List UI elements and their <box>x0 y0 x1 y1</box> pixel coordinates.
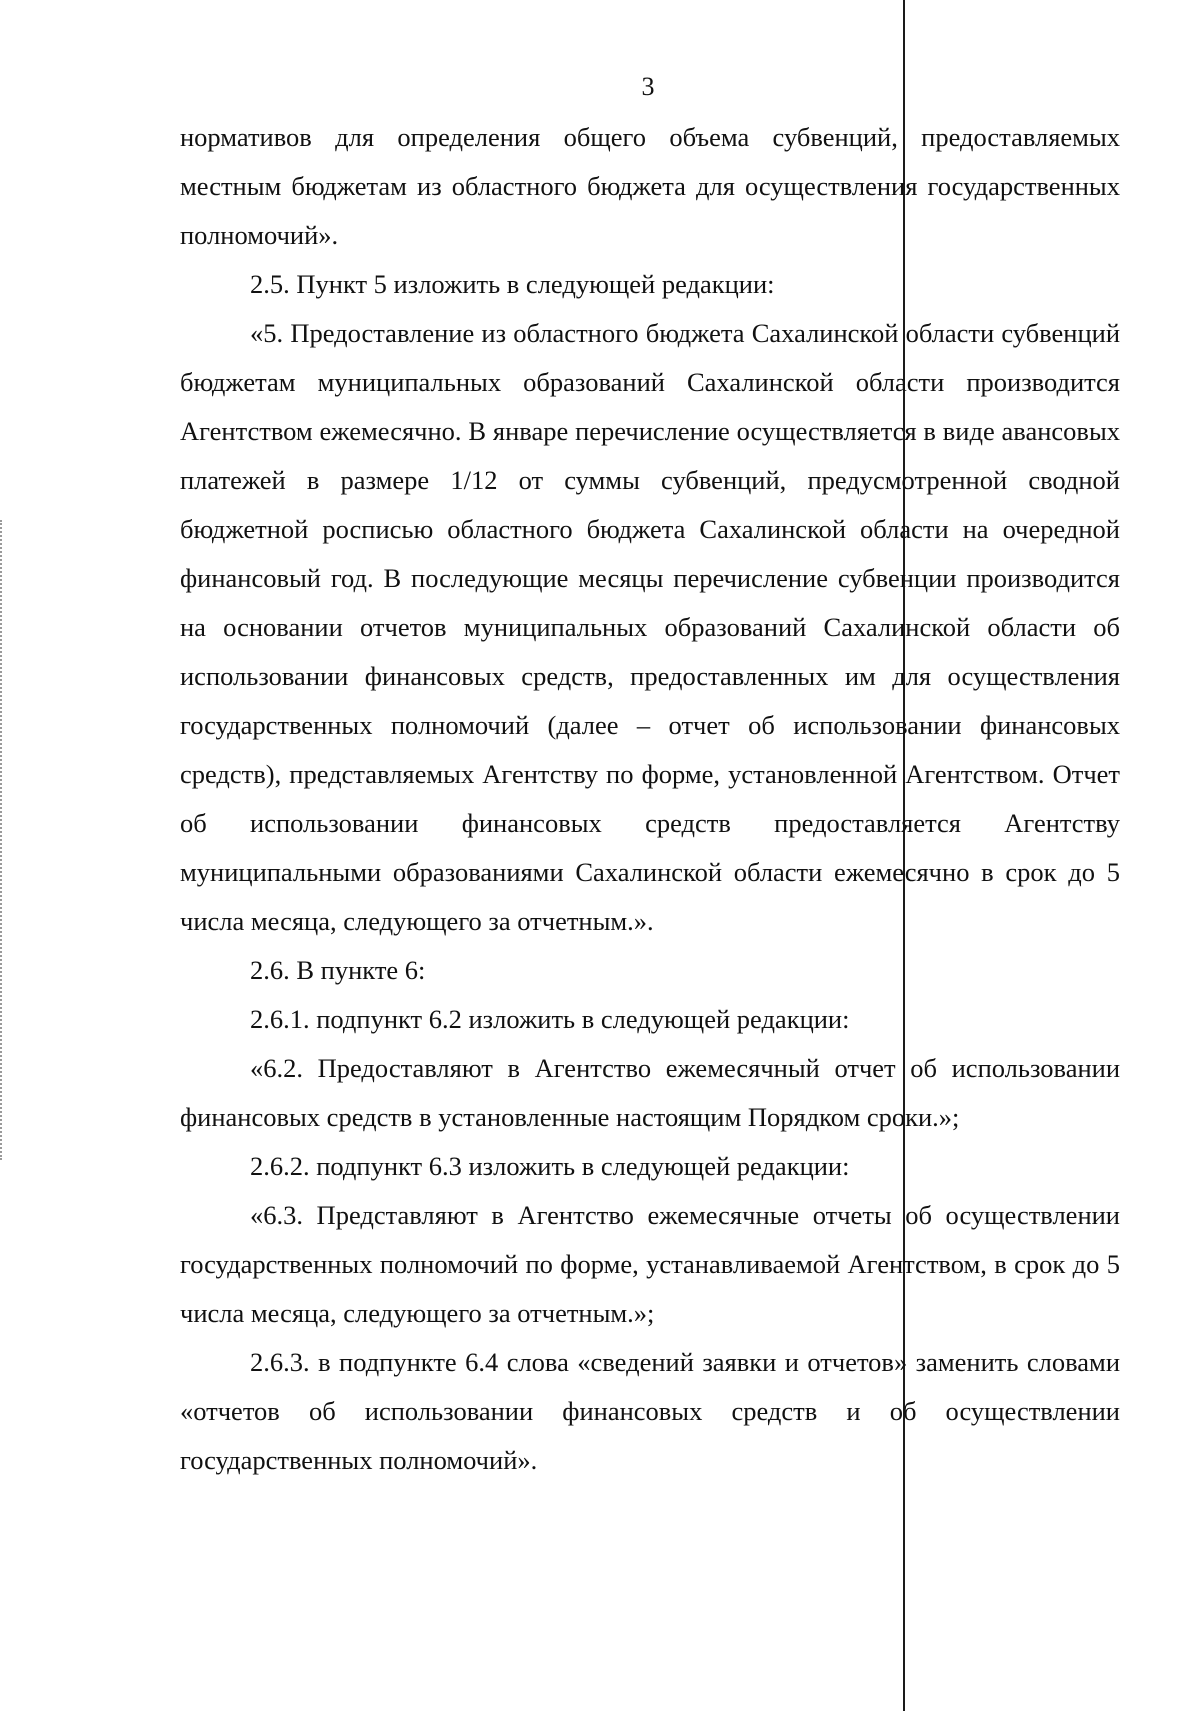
document-body <box>180 113 1120 1485</box>
paragraph-item-6-2-text: «6.2. Предоставляют в Агентство ежемесячный отчет об использовании финансовых средств в установленные настоящим Порядком сроки.»; <box>180 1053 1120 1132</box>
paragraph-item-6-3-text: «6.3. Представляют в Агентство ежемесячные отчеты об осуществлении государственных полномочий по форме, устанавливаемой Агентством, в срок до 5 числа месяца, следующего за отчетным.»; <box>180 1200 1120 1328</box>
paragraph-item-5-text: «5. Предоставление из областного бюджета Сахалинской области субвенций бюджетам муниципальных образований Сахалинской области производится Агентством ежемесячно. В январе перечисление осуществляется в виде авансовых платежей в размере 1/12 от суммы субвенций, предусмотренной сводной бюджетной росписью областного бюджета Сахалинской области на очередной финансовый год. В последующие месяцы перечисление субвенции производится на основании отчетов муниципальных образований Сахалинской области об использовании финансовых средств, предоставленных им для осуществления государственных полномочий (далее – отчет об использовании финансовых средств), представляемых Агентству по форме, установленной Агентством. Отчет об использовании финансовых средств предоставляется Агентству муниципальными образованиями Сахалинской области ежемесячно в срок до 5 числа месяца, следующего за отчетным.». <box>180 318 1120 936</box>
paragraph-continuation: нормативов для определения общего объема субвенций, предоставляемых местным бюджетам из областного бюджета для осуществления государственных полномочий». <box>180 122 1120 250</box>
paragraph-item-2-5: 2.5. Пункт 5 изложить в следующей редакции: <box>250 269 775 299</box>
paragraph-item-2-6-2: 2.6.2. подпункт 6.3 изложить в следующей редакции: <box>250 1151 850 1181</box>
page-number: 3 <box>641 72 655 101</box>
scan-edge-artifact <box>0 520 4 1160</box>
paragraph-item-2-6-3: 2.6.3. в подпункте 6.4 слова «сведений заявки и отчетов» заменить словами «отчетов об использовании финансовых средств и об осуществлении государственных полномочий». <box>180 1347 1120 1475</box>
paragraph-item-2-6-1: 2.6.1. подпункт 6.2 изложить в следующей редакции: <box>250 1004 850 1034</box>
paragraph-item-2-6: 2.6. В пункте 6: <box>250 955 426 985</box>
